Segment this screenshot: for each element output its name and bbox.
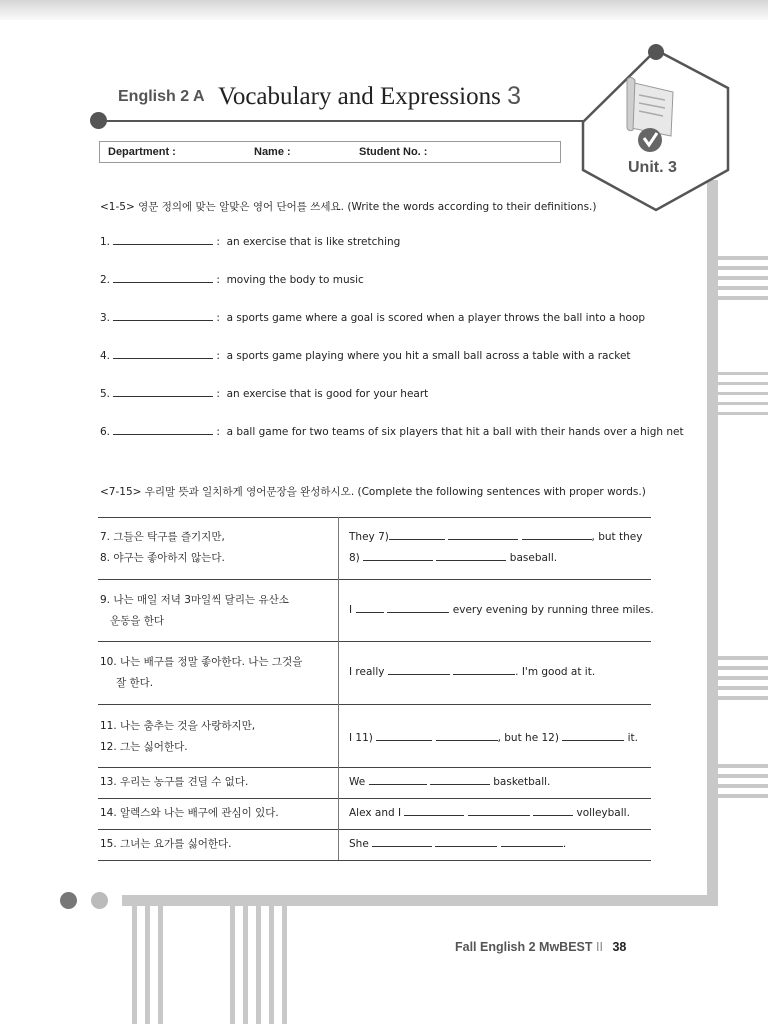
department-label: Department : — [108, 146, 176, 158]
stripe — [718, 764, 768, 768]
right-frame-bar — [707, 180, 718, 900]
top-band — [0, 0, 768, 20]
name-label: Name : — [254, 146, 291, 158]
sentence-text: I — [349, 604, 353, 616]
question-number: 5. — [100, 388, 111, 400]
table-rule — [98, 767, 651, 768]
sentence-text: every evening by running three miles. — [449, 604, 654, 616]
question-6: 6. : a ball game for two teams of six players that hit a ball with their hands over a high net — [100, 426, 684, 438]
korean-sentence: 12. 그는 싫어한다. — [100, 741, 188, 753]
page-title — [218, 82, 521, 111]
definition-text: a ball game for two teams of six players that hit a ball with their hands over a high net — [226, 426, 684, 438]
section1-instruction: <1-5> 영문 정의에 맞는 알맞은 영어 단어를 쓰세요. (Write the words according to their definitions.) — [100, 201, 597, 213]
answer-blank[interactable] — [113, 234, 213, 245]
decor-dot — [60, 892, 77, 909]
stripe — [718, 686, 768, 690]
table-rule — [98, 798, 651, 799]
answer-blank[interactable] — [448, 528, 518, 540]
stripe — [718, 696, 768, 700]
stripe — [718, 402, 768, 405]
stripe — [718, 656, 768, 660]
table-row-13-english — [349, 772, 550, 793]
stripe — [718, 676, 768, 680]
korean-sentence: 9. 나는 매일 저녁 3마일씩 달리는 유산소 — [100, 594, 289, 606]
korean-sentence: 7. 그들은 탁구를 즐기지만, — [100, 531, 225, 543]
answer-blank[interactable] — [404, 804, 464, 816]
student-info-box — [99, 141, 561, 163]
table-row-10-korean — [100, 652, 302, 694]
answer-blank[interactable] — [436, 549, 506, 561]
answer-blank[interactable] — [453, 663, 515, 675]
answer-blank[interactable] — [363, 549, 433, 561]
table-row-14-english — [349, 803, 630, 824]
unit-hexagon-badge — [575, 40, 735, 220]
korean-sentence: 11. 나는 춤추는 것을 사랑하지만, — [100, 720, 256, 732]
sentence-text: We — [349, 776, 366, 788]
table-row-9-korean — [100, 590, 289, 632]
sentence-text: volleyball. — [573, 807, 630, 819]
sentence-text: She — [349, 838, 369, 850]
sentence-text: basketball. — [489, 776, 551, 788]
question-4: 4. : a sports game playing where you hit a small ball across a table with a racket — [100, 350, 631, 362]
stripe — [718, 784, 768, 788]
stripe — [282, 906, 287, 1024]
table-row-7-8-korean — [100, 527, 225, 569]
stripe — [132, 906, 137, 1024]
stripe — [718, 286, 768, 290]
table-row-13-korean: 13. 우리는 농구를 견딜 수 없다. — [100, 776, 249, 788]
answer-blank[interactable] — [435, 835, 497, 847]
footer-text: Fall English 2 MwBEST — [455, 940, 593, 954]
question-5: 5. : an exercise that is good for your heart — [100, 388, 429, 400]
sentence-text: , but they — [591, 531, 643, 543]
definition-text: an exercise that is good for your heart — [226, 388, 429, 400]
page-title-number: 3 — [507, 82, 521, 110]
footer-separator: II — [596, 940, 603, 954]
answer-blank[interactable] — [372, 835, 432, 847]
question-number: 2. — [100, 274, 111, 286]
question-3: 3. : a sports game where a goal is scored when a player throws the ball into a hoop — [100, 312, 646, 324]
answer-blank[interactable] — [430, 773, 490, 785]
page-number: 38 — [612, 940, 627, 954]
stripe — [145, 906, 150, 1024]
sentence-text: baseball. — [506, 552, 558, 564]
table-row-10-english — [349, 662, 595, 683]
table-row-15-english — [349, 834, 566, 855]
table-column-divider — [338, 517, 339, 860]
definition-text: a sports game playing where you hit a small ball across a table with a racket — [226, 350, 631, 362]
stripe — [158, 906, 163, 1024]
sentence-text: . I'm good at it. — [515, 666, 596, 678]
stripe — [718, 412, 768, 415]
table-row-9-english — [349, 600, 654, 621]
answer-blank[interactable] — [113, 424, 213, 435]
definition-text: an exercise that is like stretching — [226, 236, 401, 248]
stripe — [256, 906, 261, 1024]
answer-blank[interactable] — [356, 601, 384, 613]
scroll-icon — [627, 78, 673, 153]
question-number: 1. — [100, 236, 111, 248]
answer-blank[interactable] — [562, 729, 624, 741]
table-rule — [98, 579, 651, 580]
answer-blank[interactable] — [522, 528, 592, 540]
section2-instruction: <7-15> 우리말 뜻과 일치하게 영어문장을 완성하시오. (Complete the following sentences with proper words.) — [100, 486, 646, 498]
stripe — [230, 906, 235, 1024]
answer-blank[interactable] — [113, 310, 213, 321]
answer-blank[interactable] — [369, 773, 427, 785]
table-rule — [98, 860, 651, 861]
sentence-text: , but he 12) — [497, 732, 559, 744]
answer-blank[interactable] — [387, 601, 449, 613]
question-number: 3. — [100, 312, 111, 324]
bottom-frame-bar — [122, 895, 718, 906]
question-number: 6. — [100, 426, 111, 438]
stripe — [718, 666, 768, 670]
question-1: 1. : an exercise that is like stretching — [100, 236, 401, 248]
sentence-text: Alex and I — [349, 807, 402, 819]
table-rule — [98, 641, 651, 642]
page-title-text: Vocabulary and Expressions — [218, 83, 501, 110]
answer-blank[interactable] — [113, 386, 213, 397]
footer — [455, 940, 626, 954]
sentence-text: I really — [349, 666, 385, 678]
student-no-label: Student No. : — [359, 146, 428, 158]
question-2: 2. : moving the body to music — [100, 274, 364, 286]
unit-label: Unit. 3 — [628, 159, 677, 176]
table-rule — [98, 517, 651, 518]
question-number: 4. — [100, 350, 111, 362]
answer-blank[interactable] — [533, 804, 573, 816]
table-row-15-korean: 15. 그녀는 요가를 싫어한다. — [100, 838, 232, 850]
stripe — [718, 382, 768, 385]
decor-dot — [91, 892, 108, 909]
sentence-text: 8) — [349, 552, 360, 564]
table-row-11-12-english — [349, 728, 638, 749]
korean-sentence: 10. 나는 배구를 정말 좋아한다. 나는 그것을 — [100, 656, 303, 668]
stripe — [718, 774, 768, 778]
course-label: English 2 A — [118, 88, 205, 105]
table-row-11-12-korean — [100, 716, 255, 758]
answer-blank[interactable] — [436, 729, 498, 741]
answer-blank[interactable] — [376, 729, 432, 741]
korean-sentence: 잘 한다. — [116, 677, 154, 689]
definition-text: moving the body to music — [226, 274, 364, 286]
answer-blank[interactable] — [501, 835, 563, 847]
korean-sentence: 운동을 한다 — [110, 615, 165, 627]
stripe — [243, 906, 248, 1024]
header-rule — [105, 120, 583, 122]
stripe — [718, 276, 768, 280]
table-row-14-korean: 14. 알렉스와 나는 배구에 관심이 있다. — [100, 807, 279, 819]
stripe — [718, 266, 768, 270]
answer-blank[interactable] — [468, 804, 530, 816]
korean-sentence: 8. 야구는 좋아하지 않는다. — [100, 552, 225, 564]
answer-blank[interactable] — [113, 272, 213, 283]
sentence-text: They 7) — [349, 531, 389, 543]
stripe — [718, 392, 768, 395]
answer-blank[interactable] — [388, 663, 450, 675]
answer-blank[interactable] — [113, 348, 213, 359]
stripe — [718, 794, 768, 798]
sentence-text: it. — [624, 732, 639, 744]
stripe — [718, 372, 768, 375]
sentence-text: . — [562, 838, 567, 850]
stripe — [718, 256, 768, 260]
stripe — [718, 296, 768, 300]
table-rule — [98, 704, 651, 705]
table-rule — [98, 829, 651, 830]
stripe — [269, 906, 274, 1024]
sentence-text: I 11) — [349, 732, 373, 744]
definition-text: a sports game where a goal is scored when a player throws the ball into a hoop — [226, 312, 646, 324]
table-row-7-8-english — [349, 527, 642, 569]
answer-blank[interactable] — [389, 528, 445, 540]
